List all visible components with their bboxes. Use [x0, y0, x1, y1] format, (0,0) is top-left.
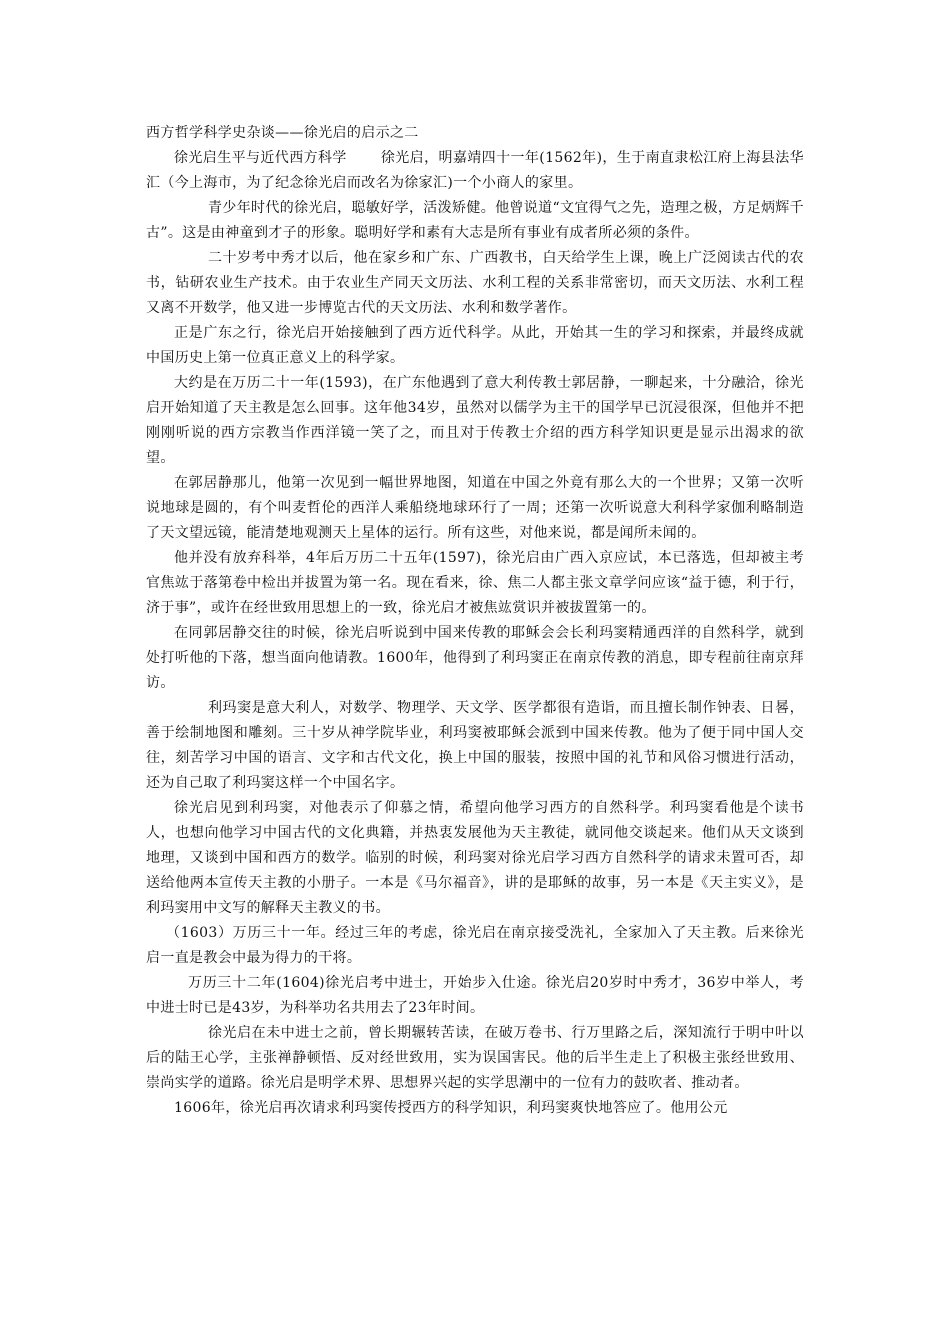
paragraph-list [146, 196, 804, 1121]
paragraph: 大约是在万历二十一年(1593)，在广东他遇到了意大利传教士郭居静，一聊起来，十分融洽，徐光启开始知道了天主教是怎么回事。这年他34岁，虽然对以儒学为主干的国学早已沉浸很深，但他并不把刚刚听说的西方宗教当作西洋镜一笑了之，而且对于传教士介绍的西方科学知识更是显示出渴求的欲望。 [146, 375, 804, 466]
section-heading: 徐光启生平与近代西方科学 [174, 150, 347, 166]
paragraph-intro [146, 146, 804, 196]
paragraph: 1606年，徐光启再次请求利玛窦传授西方的科学知识，利玛窦爽快地答应了。他用公元 [174, 1100, 728, 1116]
document-page [146, 121, 804, 1121]
paragraph: 万历三十二年(1604)徐光启考中进士，开始步入仕途。徐光启20岁时中秀才，36岁中举人，考中进士时已是43岁，为科举功名共用去了23年时间。 [146, 975, 804, 1016]
paragraph: 青少年时代的徐光启，聪敏好学，活泼矫健。他曾说道“文宜得气之先，造理之极，方足炳辉千古”。这是由神童到才子的形象。聪明好学和素有大志是所有事业有成者所必须的条件。 [146, 200, 804, 241]
paragraph: 在郭居静那儿，他第一次见到一幅世界地图，知道在中国之外竟有那么大的一个世界；又第一次听说地球是圆的，有个叫麦哲伦的西洋人乘船绕地球环行了一周；还第一次听说意大利科学家伽利略制造了天文望远镜，能清楚地观测天上星体的运行。所有这些，对他来说，都是闻所未闻的。 [146, 475, 804, 541]
paragraph: 他并没有放弃科举，4年后万历二十五年(1597)，徐光启由广西入京应试，本已落选，但却被主考官焦竑于落第卷中检出并拔置为第一名。现在看来，徐、焦二人都主张文章学问应该“益于德，利于行，济于事”，或许在经世致用思想上的一致，徐光启才被焦竑赏识并被拔置第一的。 [146, 550, 804, 616]
paragraph: 徐光启见到利玛窦，对他表示了仰慕之情，希望向他学习西方的自然科学。利玛窦看他是个读书人，也想向他学习中国古代的文化典籍，并热衷发展他为天主教徒，就同他交谈起来。他们从天文谈到地理，又谈到中国和西方的数学。临别的时候，利玛窦对徐光启学习西方自然科学的请求未置可否，却送给他两本宣传天主教的小册子。一本是《马尔福音》，讲的是耶稣的故事，另一本是《天主实义》，是利玛窦用中文写的解释天主教义的书。 [146, 800, 804, 916]
paragraph: 正是广东之行，徐光启开始接触到了西方近代科学。从此，开始其一生的学习和探索，并最终成就中国历史上第一位真正意义上的科学家。 [146, 325, 804, 366]
document-title: 西方哲学科学史杂谈——徐光启的启示之二 [146, 125, 419, 141]
paragraph: 徐光启在未中进士之前，曾长期辗转苦读，在破万卷书、行万里路之后，深知流行于明中叶以后的陆王心学，主张禅静顿悟、反对经世致用，实为误国害民。他的后半生走上了积极主张经世致用、崇尚实学的道路。徐光启是明学术界、思想界兴起的实学思潮中的一位有力的鼓吹者、推动者。 [146, 1025, 804, 1091]
paragraph: 利玛窦是意大利人，对数学、物理学、天文学、医学都很有造诣，而且擅长制作钟表、日晷，善于绘制地图和雕刻。三十岁从神学院毕业，利玛窦被耶稣会派到中国来传教。他为了便于同中国人交往，刻苦学习中国的语言、文字和古代文化，换上中国的服装，按照中国的礼节和风俗习惯进行活动，还为自己取了利玛窦这样一个中国名字。 [146, 700, 804, 791]
paragraph: （1603）万历三十一年。经过三年的考虑，徐光启在南京接受洗礼，全家加入了天主教。后来徐光启一直是教会中最为得力的干将。 [146, 925, 804, 966]
paragraph: 在同郭居静交往的时候，徐光启听说到中国来传教的耶稣会会长利玛窦精通西洋的自然科学，就到处打听他的下落，想当面向他请教。1600年，他得到了利玛窦正在南京传教的消息，即专程前往南京拜访。 [146, 625, 804, 691]
paragraph-text: 徐光启，明嘉靖四十一年(1562年)，生于南直隶松江府上海县法华汇（今上海市，为了纪念徐光启而改名为徐家汇)一个小商人的家里。 [146, 150, 804, 191]
paragraph: 二十岁考中秀才以后，他在家乡和广东、广西教书，白天给学生上课，晚上广泛阅读古代的农书，钻研农业生产技术。由于农业生产同天文历法、水利工程的关系非常密切，而天文历法、水利工程又离不开数学，他又进一步博览古代的天文历法、水利和数学著作。 [146, 250, 804, 316]
